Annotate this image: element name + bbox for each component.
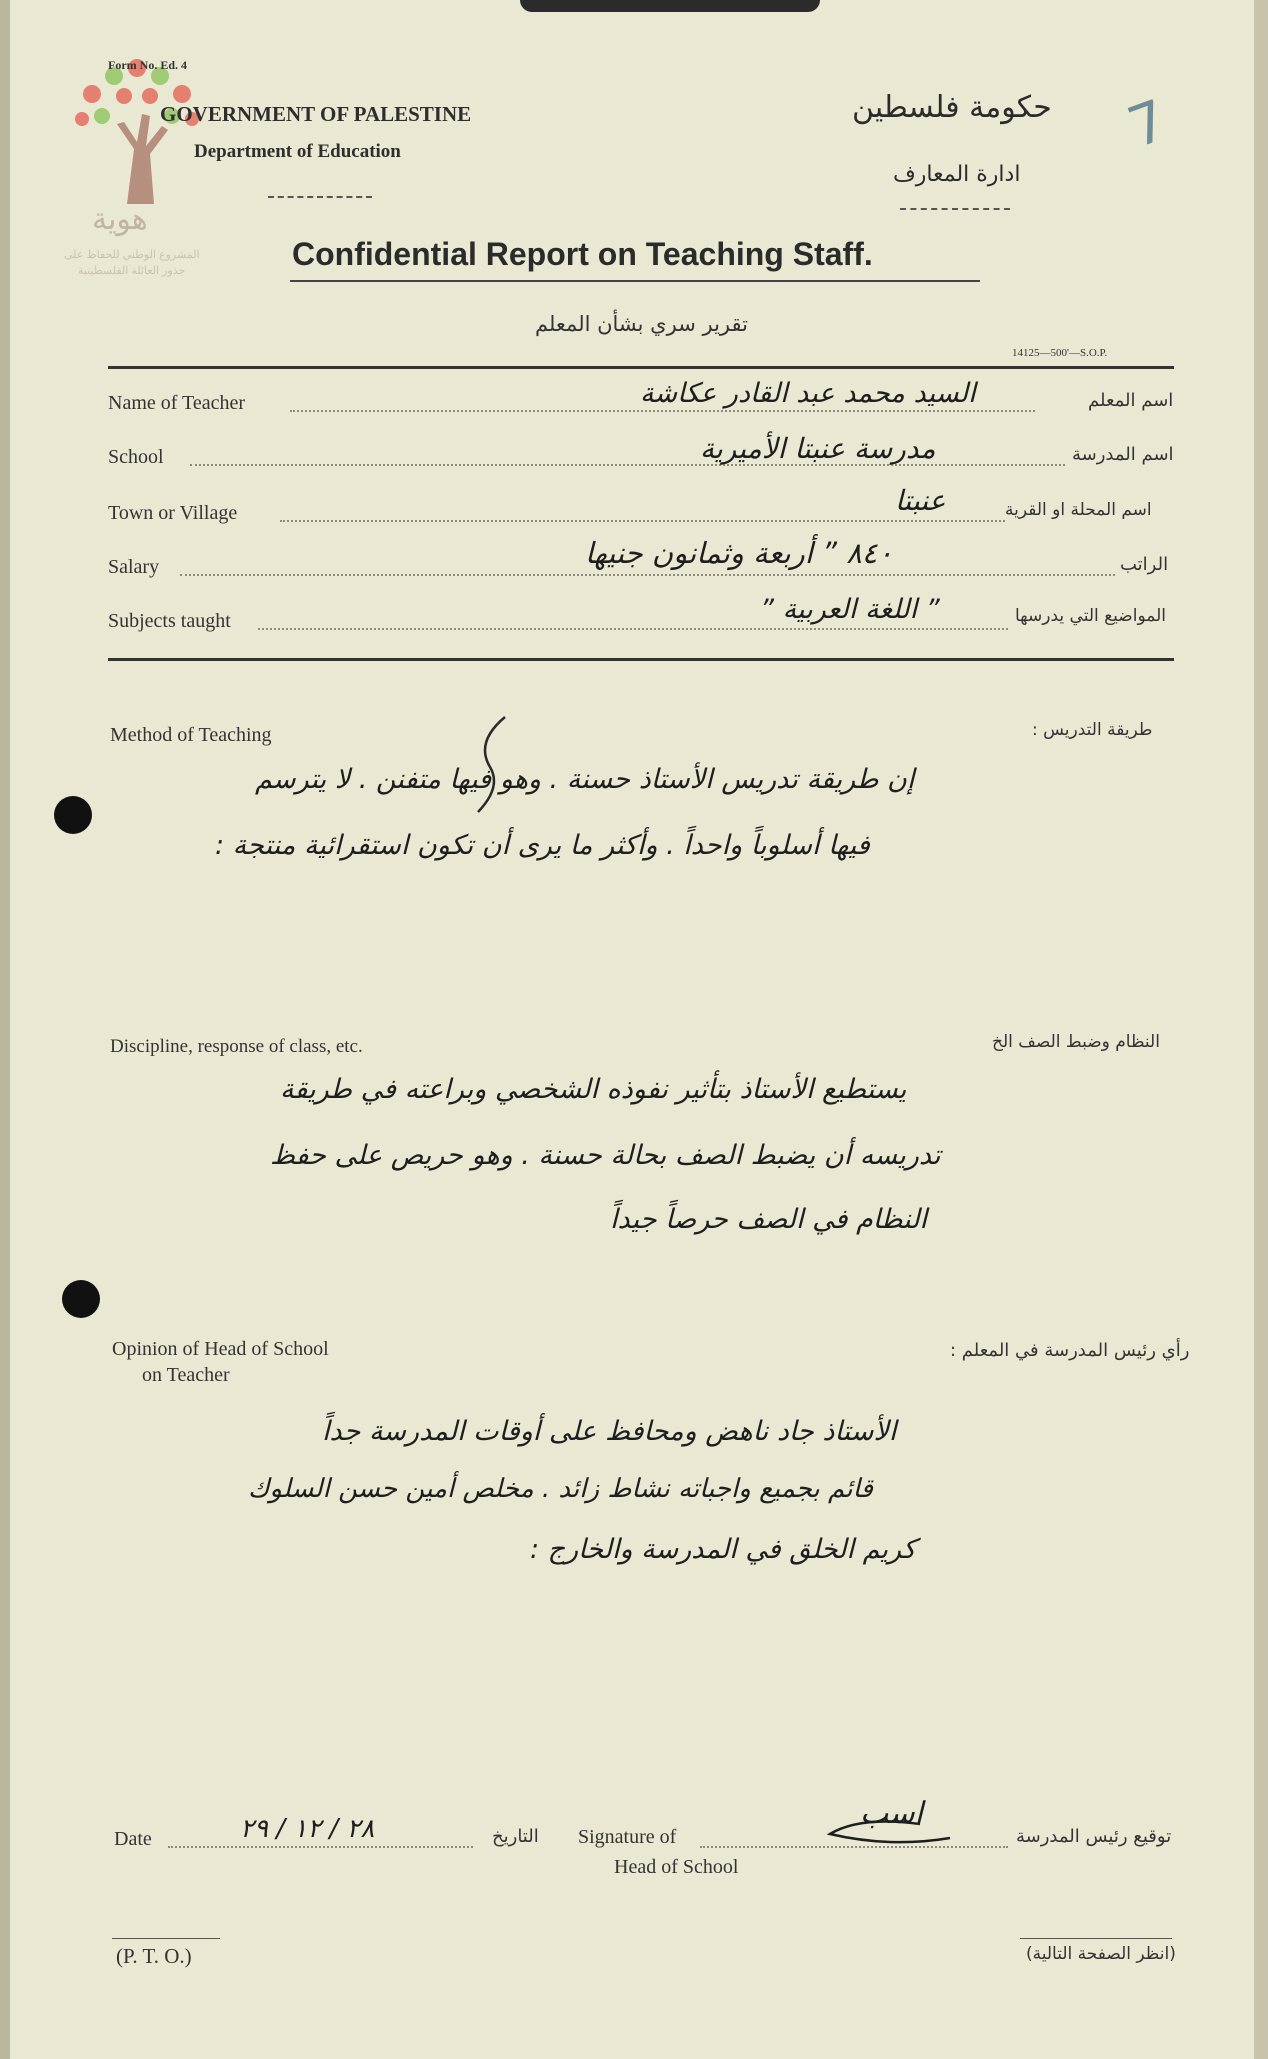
- field-label-en: Salary: [108, 556, 160, 578]
- form-number: Form No. Ed. 4: [108, 58, 187, 72]
- signature-value: اسب: [860, 1796, 923, 1831]
- method-label-en: Method of Teaching: [110, 724, 272, 746]
- watermark-tagline-2: جذور العائلة الفلسطينية: [78, 265, 186, 277]
- method-line-2: فيها أسلوباً واحداً . وأكثر ما يرى أن تكون استقرائية منتجة :: [215, 830, 870, 861]
- date-value: ٢٨ / ١٢ / ٢٩: [240, 1814, 375, 1844]
- government-title-ar: حكومة فلسطين: [852, 90, 1052, 125]
- field-value: عنبتا: [895, 484, 946, 517]
- report-title-en: Confidential Report on Teaching Staff.: [292, 236, 873, 272]
- discipline-line-1: يستطيع الأستاذ بتأثير نفوذه الشخصي وبراعته في طريقة: [280, 1074, 907, 1105]
- signature-label-en-2: Head of School: [614, 1856, 739, 1878]
- field-value: السيد محمد عبد القادر عكاشة: [640, 378, 976, 409]
- punch-hole-top: [54, 796, 92, 834]
- field-label-ar: اسم المدرسة: [1072, 444, 1174, 465]
- watermark-logo: [62, 54, 212, 264]
- report-title-ar: تقرير سري بشأن المعلم: [535, 312, 748, 336]
- scan-shadow-top: [520, 0, 820, 12]
- discipline-line-2: تدريسه أن يضبط الصف بحالة حسنة . وهو حريص على حفظ: [270, 1140, 941, 1171]
- discipline-label-ar: النظام وضبط الصف الخ: [992, 1032, 1160, 1052]
- field-label-en: School: [108, 446, 164, 468]
- discipline-line-3: النظام في الصف حرصاً جيداً: [610, 1204, 928, 1235]
- page-mark: 7: [1119, 87, 1176, 162]
- opinion-label-en-2: on Teacher: [142, 1364, 230, 1386]
- department-title-ar: ادارة المعارف: [893, 162, 1021, 187]
- signature-label-ar: توقيع رئيس المدرسة: [1016, 1826, 1172, 1847]
- discipline-label-en: Discipline, response of class, etc.: [110, 1036, 363, 1057]
- signature-stroke: [820, 1808, 960, 1852]
- header-dash-right: [900, 208, 1010, 210]
- page-edge-left: [0, 0, 10, 2059]
- field-label-en: Town or Village: [108, 502, 238, 524]
- signature-label-en-1: Signature of: [578, 1826, 677, 1848]
- field-label-ar: الراتب: [1120, 554, 1169, 575]
- method-label-ar: طريقة التدريس :: [1032, 720, 1153, 740]
- method-line-1: إن طريقة تدريس الأستاذ حسنة . وهو فيها متفنن . لا يترسم: [255, 764, 915, 795]
- field-value: ” اللغة العربية ”: [760, 594, 940, 625]
- field-value: ٨٤٠ ” أربعة وثمانون جنيها: [585, 536, 893, 570]
- opinion-line-1: الأستاذ جاد ناهض ومحافظ على أوقات المدرسة جداً: [322, 1416, 897, 1447]
- fields-bottom-rule: [108, 658, 1174, 661]
- header-dash-left: [268, 196, 372, 198]
- punch-hole-bottom: [62, 1280, 100, 1318]
- field-label-en: Subjects taught: [108, 610, 231, 632]
- government-title-en: GOVERNMENT OF PALESTINE: [160, 102, 472, 126]
- pto-ar: (انظر الصفحة التالية): [1026, 1944, 1176, 1964]
- date-label-ar: التاريخ: [492, 1826, 539, 1847]
- date-label-en: Date: [114, 1828, 152, 1850]
- department-title-en: Department of Education: [194, 141, 401, 162]
- title-underline: [290, 280, 980, 282]
- field-label-en: Name of Teacher: [108, 392, 246, 414]
- pto-en: (P. T. O.): [116, 1944, 192, 1968]
- page-edge-right: [1254, 0, 1268, 2059]
- opinion-label-ar: رأي رئيس المدرسة في المعلم :: [950, 1340, 1190, 1361]
- field-label-ar: اسم المحلة او القرية: [1005, 500, 1152, 520]
- opinion-label-en-1: Opinion of Head of School: [112, 1338, 329, 1360]
- top-rule: [108, 366, 1174, 369]
- field-label-ar: اسم المعلم: [1088, 390, 1174, 411]
- watermark-brand: هوية: [92, 202, 148, 237]
- opinion-line-3: كريم الخلق في المدرسة والخارج :: [530, 1534, 916, 1565]
- tree-logo-icon: [62, 54, 212, 204]
- watermark-tagline-1: المشروع الوطني للحفاظ على: [64, 249, 200, 261]
- print-code: 14125—500'—S.O.P.: [1012, 347, 1108, 359]
- opinion-line-2: قائم بجميع واجباته نشاط زائد . مخلص أمين حسن السلوك: [248, 1474, 873, 1504]
- field-value: مدرسة عنبتا الأميرية: [700, 432, 936, 465]
- field-label-ar: المواضيع التي يدرسها: [1015, 606, 1166, 626]
